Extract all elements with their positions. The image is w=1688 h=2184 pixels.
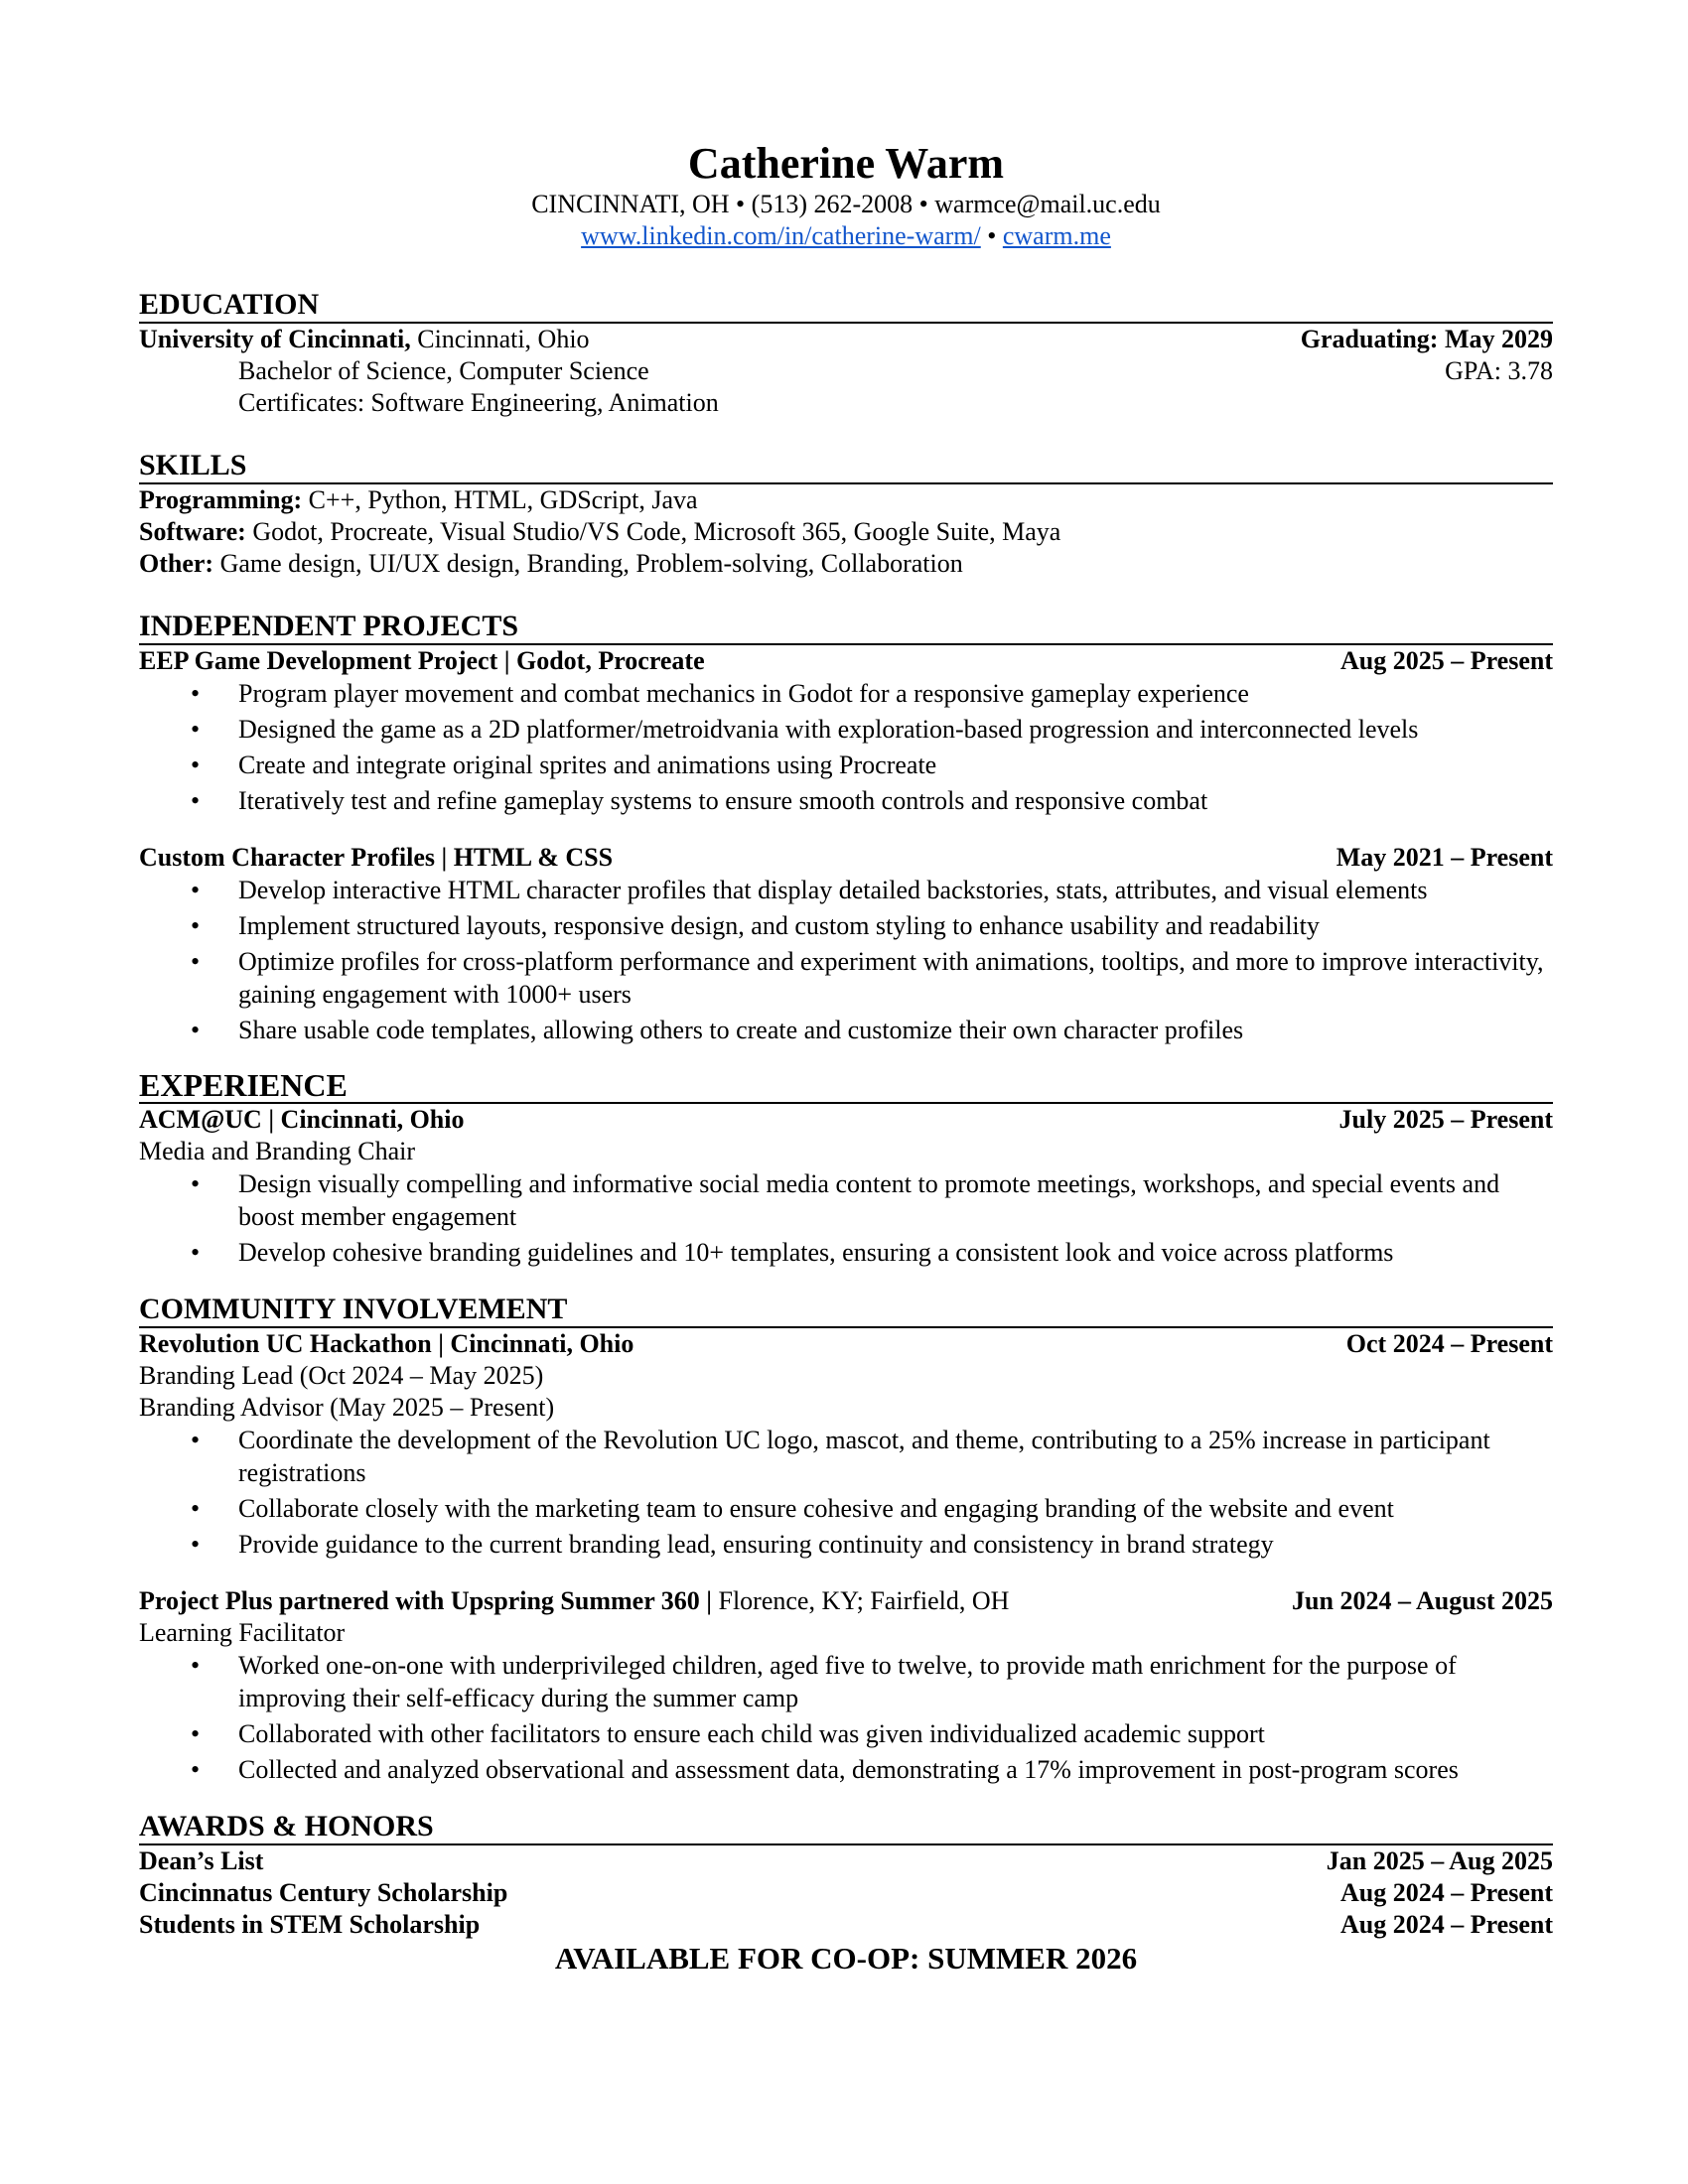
- bullet-item: • Coordinate the development of the Revolution UC logo, mascot, and theme, contributing to a 25% increase in participant registrations: [139, 1424, 1553, 1489]
- skill-line: [139, 484, 1553, 516]
- experience-bullets: [139, 1167, 1553, 1269]
- links-line: [139, 220, 1553, 252]
- skill-line: [139, 548, 1553, 580]
- bullet-item: • Provide guidance to the current branding lead, ensuring continuity and consistency in brand strategy: [139, 1528, 1553, 1561]
- project-bullets: [139, 874, 1553, 1046]
- skill-value: Game design, UI/UX design, Branding, Problem-solving, Collaboration: [213, 549, 963, 578]
- email: warmce@mail.uc.edu: [934, 190, 1161, 218]
- experience-header: [139, 1104, 1553, 1136]
- bullet-item: • Implement structured layouts, responsive design, and custom styling to enhance usability and readability: [139, 909, 1553, 942]
- education-row: [139, 324, 1553, 355]
- bullet-item: • Worked one-on-one with underprivileged children, aged five to twelve, to provide math enrichment for the purpose of improving their self-efficacy during the summer camp: [139, 1649, 1553, 1714]
- award-date: Jan 2025 – Aug 2025: [1326, 1846, 1553, 1875]
- community-role: Branding Advisor (May 2025 – Present): [139, 1393, 555, 1422]
- project-header: [139, 842, 1553, 874]
- section-title-experience: EXPERIENCE: [139, 1068, 1553, 1104]
- experience-org: ACM@UC | Cincinnati, Ohio: [139, 1105, 465, 1134]
- experience-section: [139, 1068, 1553, 1269]
- section-title-community: COMMUNITY INVOLVEMENT: [139, 1293, 1553, 1328]
- community-bullets: [139, 1424, 1553, 1561]
- project-name: EEP Game Development Project | Godot, Procreate: [139, 646, 705, 675]
- award-name: Cincinnatus Century Scholarship: [139, 1878, 508, 1907]
- project-bullets: [139, 677, 1553, 817]
- community-date: Jun 2024 – August 2025: [1292, 1586, 1553, 1615]
- community-role: Branding Lead (Oct 2024 – May 2025): [139, 1361, 544, 1390]
- awards-section: [139, 1810, 1553, 1941]
- award-name: Dean’s List: [139, 1846, 264, 1875]
- location: CINCINNATI, OH: [531, 190, 730, 218]
- bullet-item: • Develop cohesive branding guidelines and 10+ templates, ensuring a consistent look and voice across platforms: [139, 1236, 1553, 1269]
- experience-role: Media and Branding Chair: [139, 1137, 415, 1165]
- community-section: [139, 1293, 1553, 1786]
- experience-date: July 2025 – Present: [1338, 1105, 1553, 1134]
- school-name: University of Cincinnati,: [139, 325, 411, 353]
- contact-line: [139, 189, 1553, 220]
- bullet-item: • Optimize profiles for cross-platform performance and experiment with animations, tooltips, and more to improve interactivity, gaining engagement with 1000+ users: [139, 945, 1553, 1011]
- community-role: Learning Facilitator: [139, 1618, 346, 1647]
- section-title-projects: INDEPENDENT PROJECTS: [139, 610, 1553, 645]
- award-date: Aug 2024 – Present: [1339, 1910, 1553, 1939]
- community-header: [139, 1585, 1553, 1617]
- skill-value: Godot, Procreate, Visual Studio/VS Code, Microsoft 365, Google Suite, Maya: [245, 517, 1061, 546]
- bullet-item: • Designed the game as a 2D platformer/metroidvania with exploration-based progression and interconnected levels: [139, 713, 1553, 746]
- availability-banner: AVAILABLE FOR CO-OP: SUMMER 2026: [554, 1941, 1138, 1976]
- community-bullets: [139, 1649, 1553, 1786]
- skill-value: C++, Python, HTML, GDScript, Java: [302, 485, 698, 514]
- bullet-item: • Collaborate closely with the marketing team to ensure cohesive and engaging branding of the website and event: [139, 1492, 1553, 1525]
- section-title-skills: SKILLS: [139, 449, 1553, 484]
- award-row: [139, 1845, 1553, 1877]
- award-row: [139, 1909, 1553, 1941]
- linkedin-link[interactable]: www.linkedin.com/in/catherine-warm/: [581, 221, 981, 250]
- section-title-awards: AWARDS & HONORS: [139, 1810, 1553, 1845]
- bullet-item: • Create and integrate original sprites and animations using Procreate: [139, 749, 1553, 781]
- community-org: Project Plus partnered with Upspring Summer 360 |: [139, 1586, 712, 1615]
- bullet-item: • Iteratively test and refine gameplay systems to ensure smooth controls and responsive combat: [139, 784, 1553, 817]
- separator: •: [980, 221, 1003, 250]
- community-header: [139, 1328, 1553, 1360]
- gpa: GPA: 3.78: [1445, 356, 1553, 385]
- phone: (513) 262-2008: [751, 190, 914, 218]
- separator: •: [729, 190, 752, 218]
- website-link[interactable]: cwarm.me: [1002, 221, 1111, 250]
- community-org-location: Florence, KY; Fairfield, OH: [712, 1586, 1010, 1615]
- project-name: Custom Character Profiles | HTML & CSS: [139, 843, 614, 872]
- graduation-date: Graduating: May 2029: [1300, 325, 1553, 353]
- skills-section: [139, 449, 1553, 580]
- award-name: Students in STEM Scholarship: [139, 1910, 481, 1939]
- bullet-item: • Develop interactive HTML character profiles that display detailed backstories, stats, attributes, and visual elements: [139, 874, 1553, 906]
- resume-header: [139, 139, 1553, 252]
- bullet-item: • Design visually compelling and informative social media content to promote meetings, workshops, and special events and boost member engagement: [139, 1167, 1553, 1233]
- community-date: Oct 2024 – Present: [1345, 1329, 1553, 1358]
- skill-label: Programming:: [139, 485, 303, 514]
- bullet-item: • Collected and analyzed observational and assessment data, demonstrating a 17% improvement in post-program scores: [139, 1753, 1553, 1786]
- bullet-item: • Share usable code templates, allowing others to create and customize their own character profiles: [139, 1014, 1553, 1046]
- skill-label: Software:: [139, 517, 246, 546]
- bullet-item: • Program player movement and combat mechanics in Godot for a responsive gameplay experience: [139, 677, 1553, 710]
- project-header: [139, 645, 1553, 677]
- school-location: Cincinnati, Ohio: [410, 325, 590, 353]
- candidate-name: Catherine Warm: [687, 139, 1005, 188]
- bullet-item: • Collaborated with other facilitators to ensure each child was given individualized academic support: [139, 1717, 1553, 1750]
- project-date: Aug 2025 – Present: [1339, 646, 1553, 675]
- section-title-education: EDUCATION: [139, 288, 1553, 324]
- award-date: Aug 2024 – Present: [1339, 1878, 1553, 1907]
- project-date: May 2021 – Present: [1336, 843, 1553, 872]
- skill-line: [139, 516, 1553, 548]
- community-org: Revolution UC Hackathon | Cincinnati, Ohio: [139, 1329, 634, 1358]
- skill-label: Other:: [139, 549, 214, 578]
- separator: •: [913, 190, 935, 218]
- resume-page: [139, 139, 1553, 1977]
- award-row: [139, 1877, 1553, 1909]
- degree-row: [139, 355, 1553, 387]
- certificates: Certificates: Software Engineering, Animation: [238, 388, 719, 417]
- education-section: [139, 288, 1553, 419]
- projects-section: [139, 610, 1553, 1046]
- degree: Bachelor of Science, Computer Science: [238, 356, 649, 385]
